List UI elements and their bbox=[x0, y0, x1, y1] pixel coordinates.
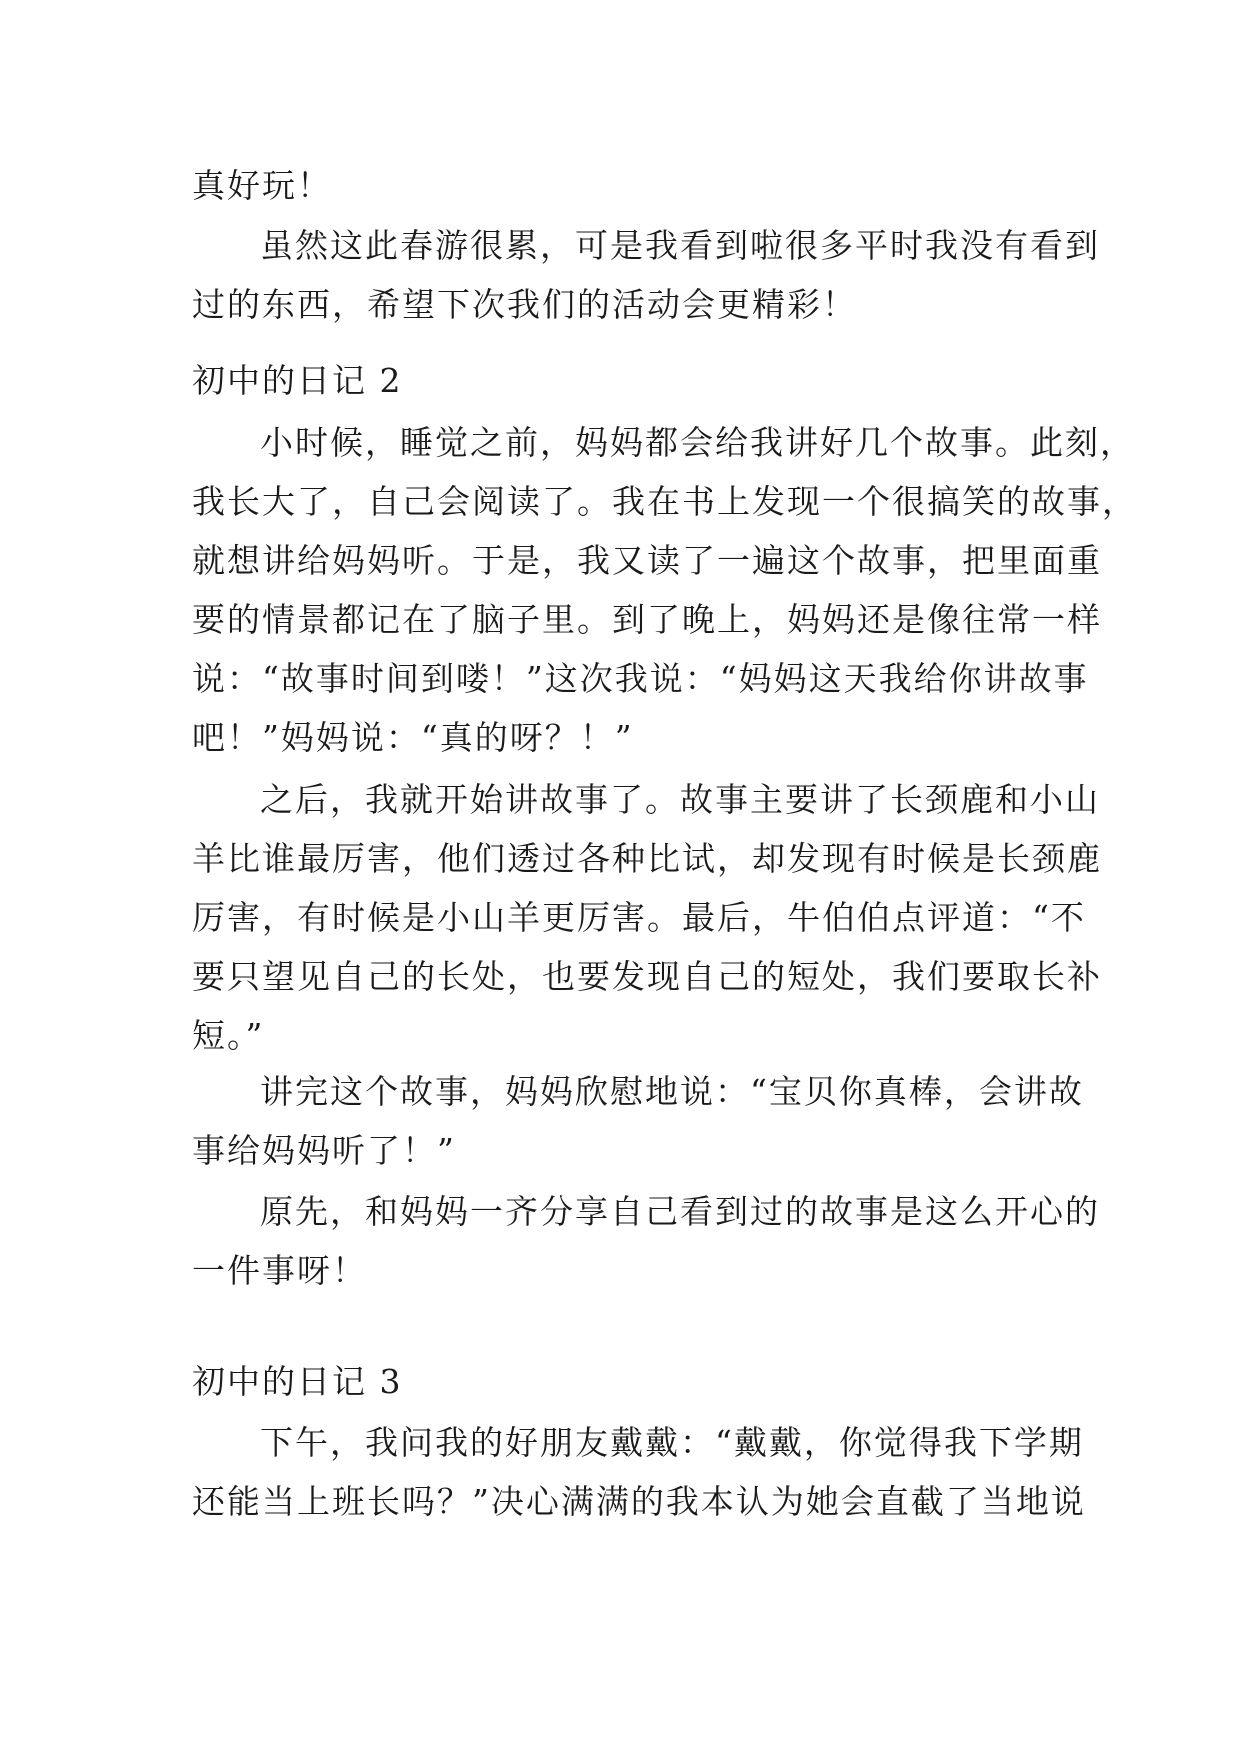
text-line: 短。” bbox=[192, 1016, 265, 1055]
text-line: 一件事呀！ bbox=[192, 1251, 367, 1290]
text-line: 原先，和妈妈一齐分享自己看到过的故事是这么开心的 bbox=[260, 1192, 1100, 1231]
paragraph-ending bbox=[192, 156, 1072, 215]
heading-text: 初中的日记 2 bbox=[192, 361, 403, 400]
text-line: 说：“故事时间到喽！”这次我说：“妈妈这天我给你讲故事 bbox=[192, 659, 1089, 698]
heading-text: 初中的日记 3 bbox=[192, 1362, 403, 1401]
text-line: 之后，我就开始讲故事了。故事主要讲了长颈鹿和小山 bbox=[260, 780, 1100, 819]
section-heading bbox=[192, 1352, 1072, 1411]
text-line: 过的东西，希望下次我们的活动会更精彩！ bbox=[192, 285, 857, 324]
text-line: 还能当上班长吗？”决心满满的我本认为她会直截了当地说 bbox=[192, 1482, 1086, 1521]
section-heading bbox=[192, 351, 1072, 410]
text-line: 羊比谁最厉害，他们透过各种比试，却发现有时候是长颈鹿 bbox=[192, 839, 1102, 878]
text-line: 要的情景都记在了脑子里。到了晚上，妈妈还是像往常一样 bbox=[192, 600, 1102, 639]
text-line: 讲完这个故事，妈妈欣慰地说：“宝贝你真棒，会讲故 bbox=[260, 1072, 1084, 1111]
text-line: 虽然这此春游很累，可是我看到啦很多平时我没有看到 bbox=[260, 226, 1100, 265]
text-line: 事给妈妈听了！” bbox=[192, 1131, 456, 1170]
paragraph bbox=[192, 1182, 1100, 1300]
paragraph bbox=[192, 413, 1137, 767]
text-line: 要只望见自己的长处，也要发现自己的短处，我们要取长补 bbox=[192, 957, 1102, 996]
paragraph bbox=[192, 1413, 1086, 1531]
text-line: 小时候，睡觉之前，妈妈都会给我讲好几个故事。此刻， bbox=[260, 423, 1135, 462]
paragraph bbox=[192, 216, 1100, 334]
text-line: 真好玩！ bbox=[192, 166, 332, 205]
text-line: 吧！”妈妈说：“真的呀？！” bbox=[192, 718, 634, 757]
text-line: 下午，我问我的好朋友戴戴：“戴戴，你觉得我下学期 bbox=[260, 1423, 1084, 1462]
text-line: 厉害，有时候是小山羊更厉害。最后，牛伯伯点评道：“不 bbox=[192, 898, 1086, 937]
paragraph bbox=[192, 1062, 1084, 1180]
text-line: 就想讲给妈妈听。于是，我又读了一遍这个故事，把里面重 bbox=[192, 541, 1102, 580]
paragraph bbox=[192, 770, 1102, 1065]
text-line: 我长大了，自己会阅读了。我在书上发现一个很搞笑的故事， bbox=[192, 482, 1137, 521]
